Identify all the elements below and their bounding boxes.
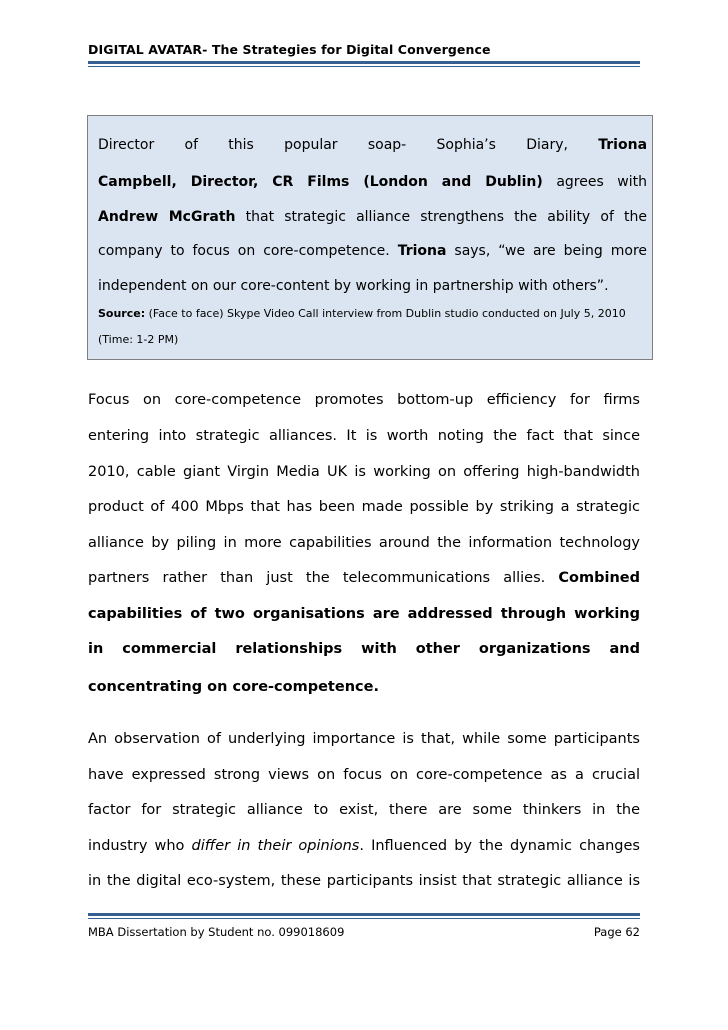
body-line-bold: in commercial relationships with other organizations and xyxy=(88,641,640,657)
body-line-bold: concentrating on core-competence. xyxy=(88,679,379,695)
header-rule-thick xyxy=(88,61,640,64)
quote-text: says, “we are being more xyxy=(446,243,648,259)
body-line: factor for strategic alliance to exist, there are some thinkers in the xyxy=(88,802,640,818)
quote-name-triona: Triona xyxy=(397,243,447,259)
quote-name-campbell: Campbell, Director, CR Films (London and Dublin) xyxy=(98,174,543,190)
body-bold-text: Combined xyxy=(558,570,640,586)
body-italic-text: differ in their opinions xyxy=(191,838,360,854)
quote-name-mcgrath: Andrew McGrath xyxy=(98,209,236,225)
body-text: . Influenced by the dynamic changes xyxy=(359,838,640,854)
footer-author: MBA Dissertation by Student no. 099018609 xyxy=(88,925,345,939)
body-line: 2010, cable giant Virgin Media UK is working on offering high-bandwidth xyxy=(88,464,640,480)
body-line: entering into strategic alliances. It is worth noting the fact that since xyxy=(88,428,640,444)
quote-name-triona: Triona xyxy=(598,137,648,153)
quote-source xyxy=(98,306,649,322)
source-text: (Face to face) Skype Video Call interview from Dublin studio conducted on July 5, 2010 xyxy=(145,307,626,320)
page-number: Page 62 xyxy=(593,925,640,939)
quote-text: agrees with xyxy=(542,174,647,190)
body-text: industry who xyxy=(88,838,192,854)
header-rule-thin xyxy=(88,66,640,67)
body-line: An observation of underlying importance is that, while some participants xyxy=(88,731,640,747)
quote-text: that strategic alliance strengthens the ability of the xyxy=(235,209,648,225)
quote-text: Director of this popular soap- Sophia’s Diary, xyxy=(98,137,568,153)
body-line-bold: capabilities of two organisations are addressed through working xyxy=(88,606,640,622)
quote-line-3 xyxy=(98,207,647,227)
body-line: alliance by piling in more capabilities around the information technology xyxy=(88,535,640,551)
quote-line-1 xyxy=(98,135,647,155)
body-line xyxy=(88,568,640,588)
quote-text: company to focus on core-competence. xyxy=(98,243,398,259)
footer-rule-thin xyxy=(88,918,640,919)
body-line: product of 400 Mbps that has been made possible by striking a strategic xyxy=(88,499,640,515)
body-line xyxy=(88,836,640,856)
quote-line-2 xyxy=(98,172,647,192)
quote-line-5: independent on our core-content by working in partnership with others”. xyxy=(98,278,609,294)
quote-source-time: (Time: 1-2 PM) xyxy=(98,333,179,346)
body-text: partners rather than just the telecommunications allies. xyxy=(88,570,559,586)
body-line: in the digital eco-system, these participants insist that strategic alliance is xyxy=(88,873,640,889)
body-line: have expressed strong views on focus on core-competence as a crucial xyxy=(88,767,640,783)
source-label: Source: xyxy=(98,307,146,320)
header-title: DIGITAL AVATAR- The Strategies for Digital Convergence xyxy=(88,42,491,57)
body-line: Focus on core-competence promotes bottom-up efficiency for firms xyxy=(88,392,640,408)
quote-line-4 xyxy=(98,241,647,261)
footer-rule-thick xyxy=(88,913,640,916)
